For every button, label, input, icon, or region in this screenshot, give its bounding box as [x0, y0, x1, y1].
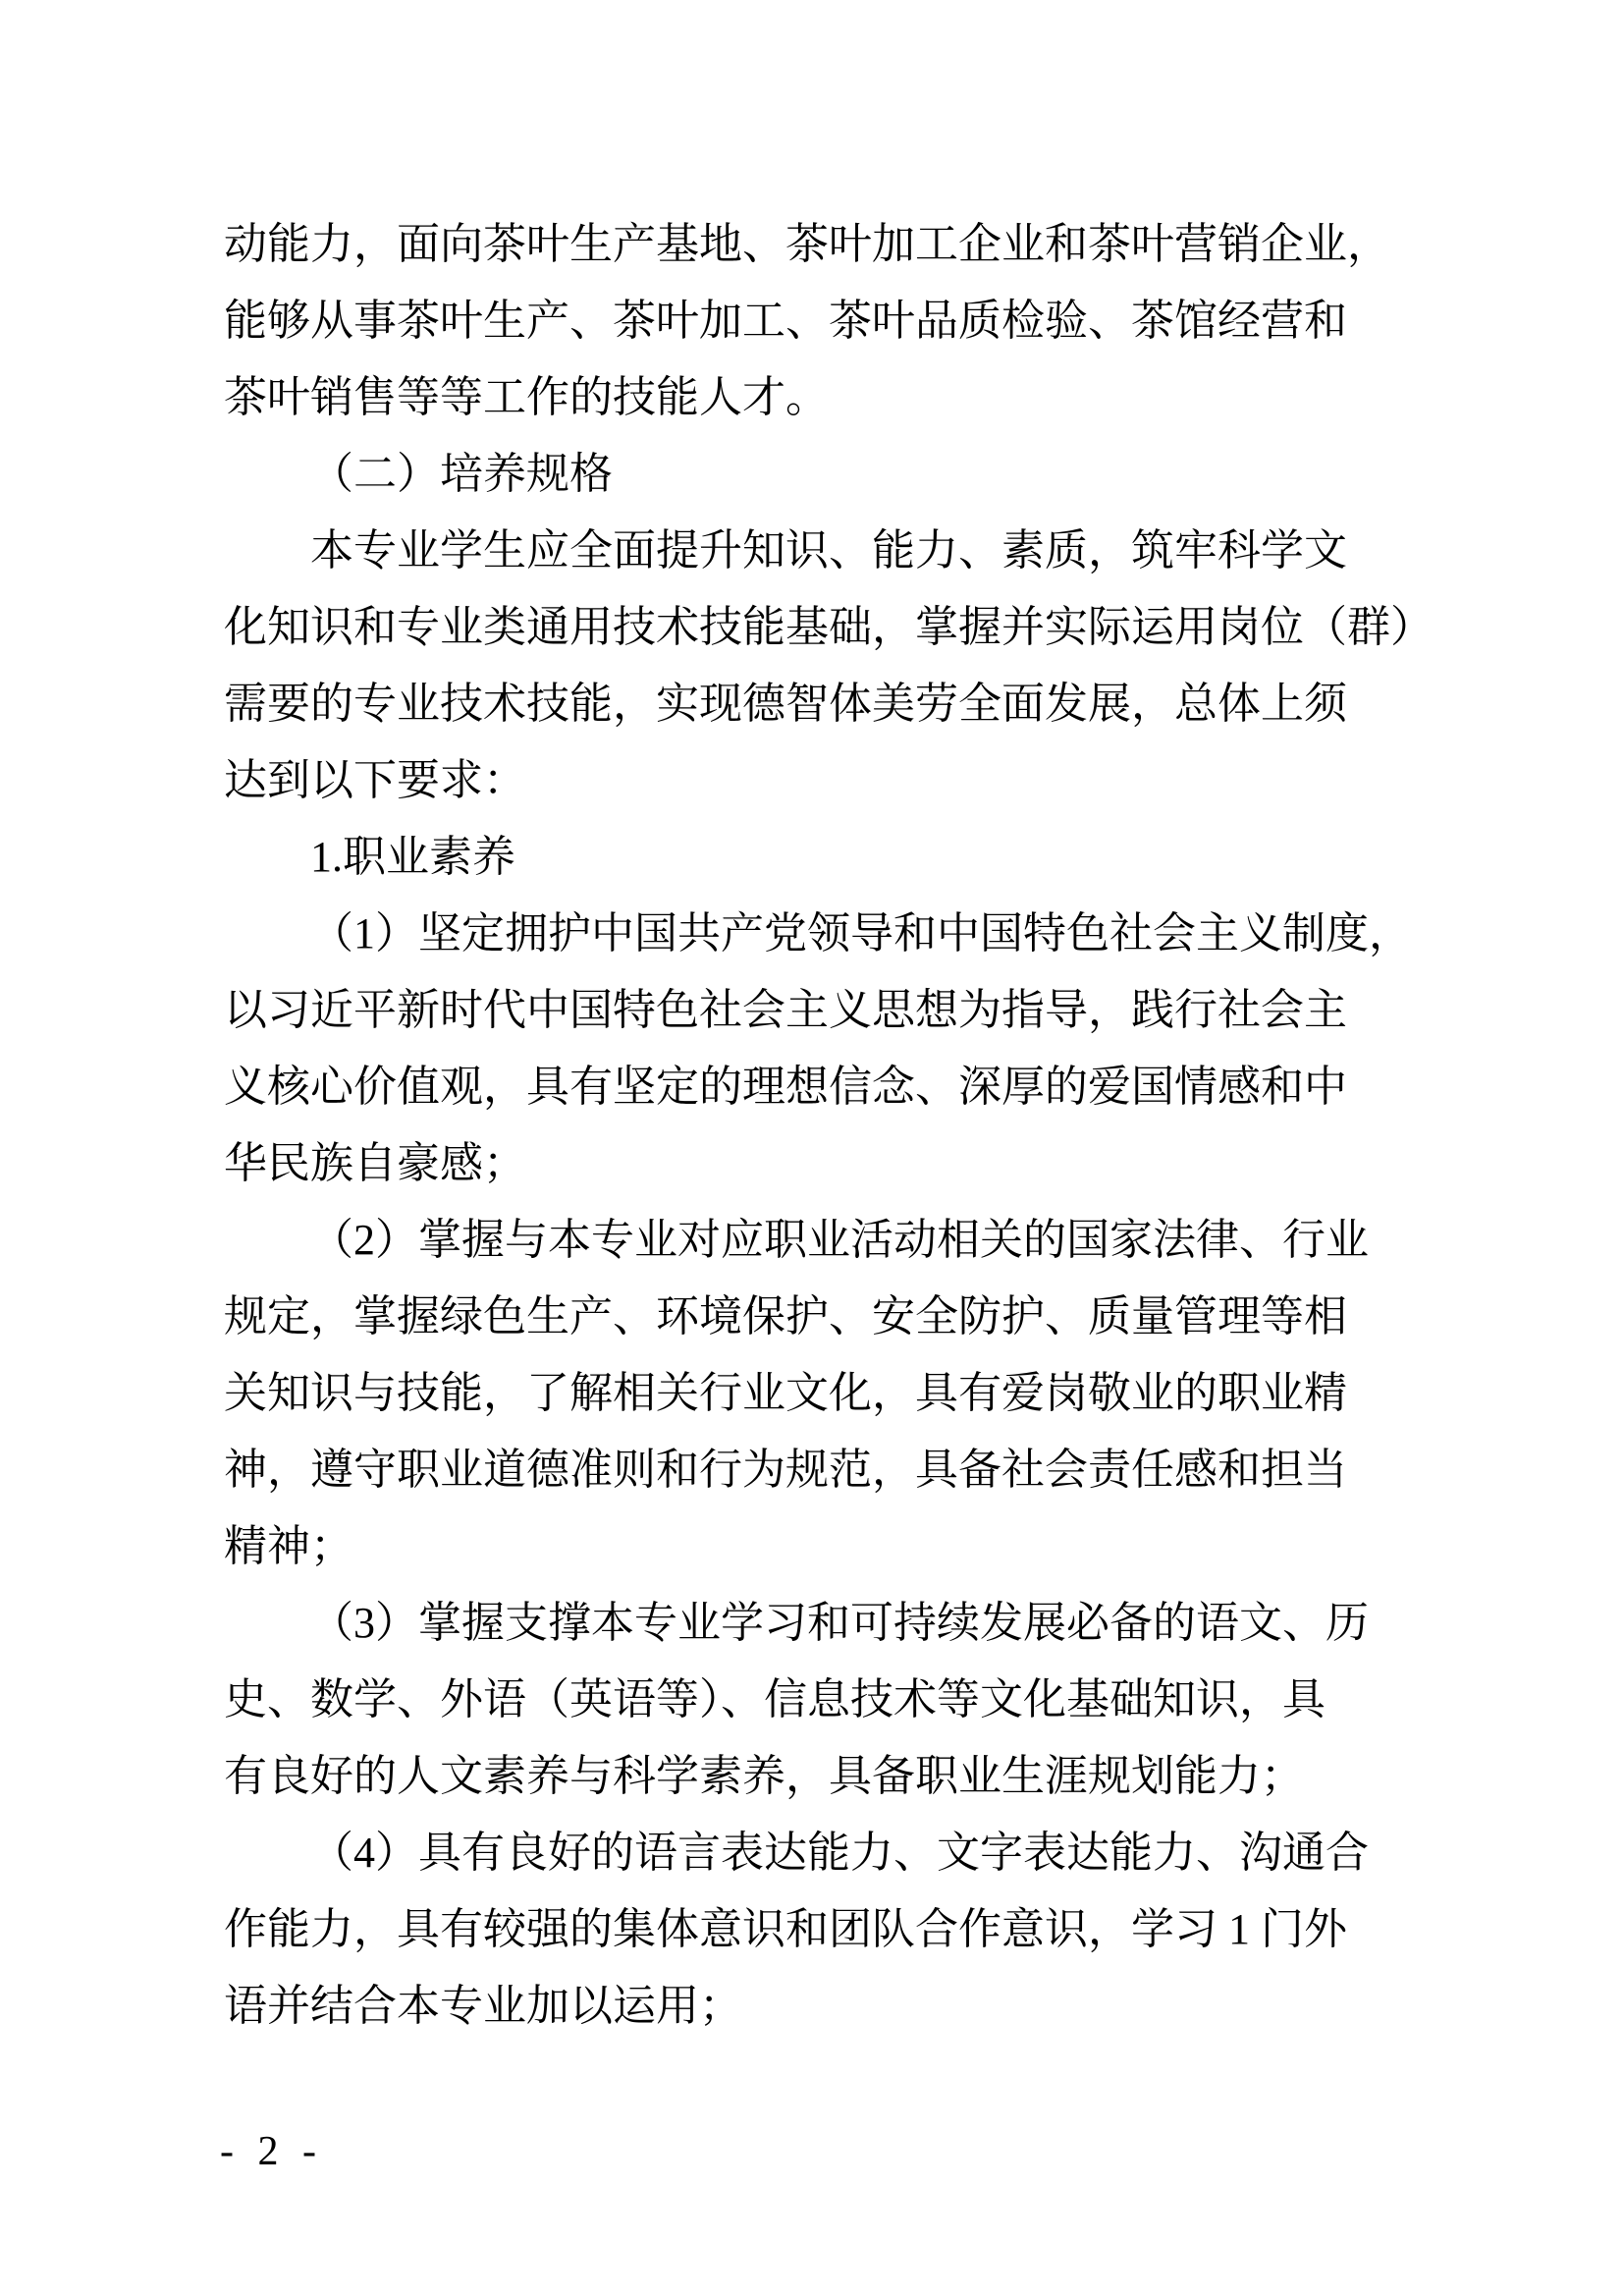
text-line: 1.职业素养: [310, 833, 515, 881]
text-line: 有良好的人文素养与科学素养，具备职业生涯规划能力；: [224, 1752, 1304, 1800]
text-line: 达到以下要求：: [224, 756, 526, 804]
text-line: 精神；: [224, 1522, 353, 1570]
text-line: 史、数学、外语（英语等）、信息技术等文化基础知识，具: [224, 1675, 1325, 1723]
text-line: 规定，掌握绿色生产、环境保护、安全防护、质量管理等相: [224, 1292, 1347, 1340]
text-line: （3）掌握支撑本专业学习和可持续发展必备的语文、历: [310, 1599, 1369, 1647]
text-line: 义核心价值观，具有坚定的理想信念、深厚的爱国情感和中: [224, 1063, 1347, 1111]
text-line: 本专业学生应全面提升知识、能力、素质，筑牢科学文: [310, 526, 1347, 574]
text-line: 关知识与技能，了解相关行业文化，具有爱岗敬业的职业精: [224, 1369, 1347, 1417]
text-line: 能够从事茶叶生产、茶叶加工、茶叶品质检验、茶馆经营和: [224, 297, 1347, 345]
text-line: 化知识和专业类通用技术技能基础，掌握并实际运用岗位（群）: [224, 603, 1434, 651]
text-line: （4）具有良好的语言表达能力、文字表达能力、沟通合: [310, 1829, 1369, 1877]
text-line: （2）掌握与本专业对应职业活动相关的国家法律、行业: [310, 1216, 1369, 1264]
text-line: 动能力，面向茶叶生产基地、茶叶加工企业和茶叶营销企业，: [224, 220, 1390, 268]
text-line: 华民族自豪感；: [224, 1139, 526, 1187]
text-line: 作能力，具有较强的集体意识和团队合作意识，学习 1 门外: [224, 1905, 1347, 1953]
text-line: 茶叶销售等等工作的技能人才。: [224, 373, 829, 421]
text-line: 以习近平新时代中国特色社会主义思想为指导，践行社会主: [224, 986, 1347, 1034]
document-body-text: [224, 206, 1461, 2045]
text-line: 神，遵守职业道德准则和行为规范，具备社会责任感和担当: [224, 1446, 1347, 1494]
text-line: （1）坚定拥护中国共产党领导和中国特色社会主义制度，: [310, 909, 1412, 957]
text-line: 语并结合本专业加以运用；: [224, 1982, 742, 2030]
text-line: （二）培养规格: [310, 450, 613, 498]
text-line: 需要的专业技术技能，实现德智体美劳全面发展，总体上须: [224, 680, 1347, 728]
page-number: - 2 -: [220, 2129, 316, 2174]
